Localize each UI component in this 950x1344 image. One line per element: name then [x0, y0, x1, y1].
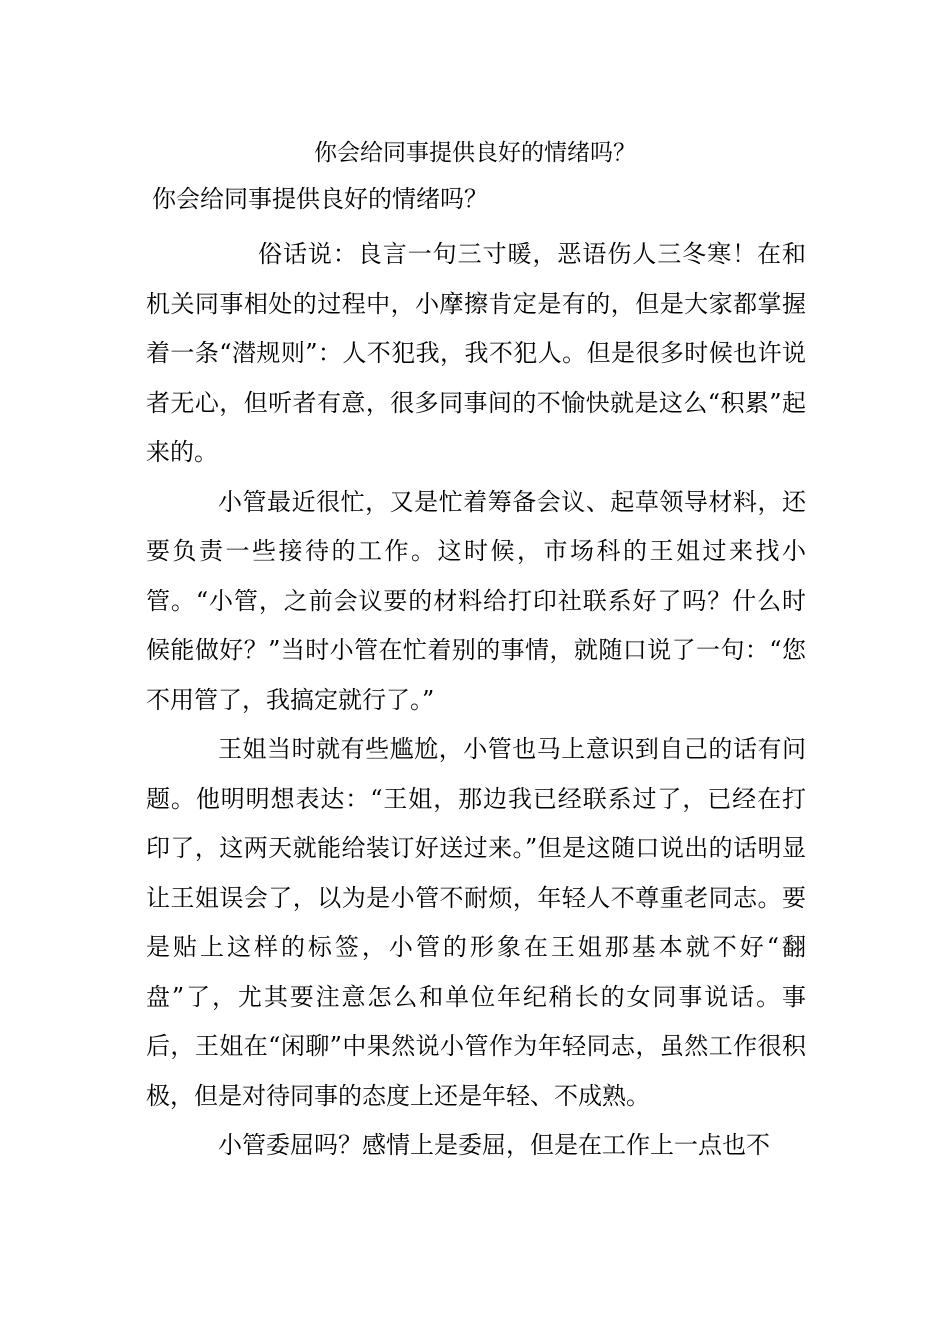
- paragraph: 小管委屈吗？感情上是委屈，但是在工作上一点也不: [218, 1131, 770, 1159]
- document-body: [146, 230, 806, 1171]
- document-subtitle: 你会给同事提供良好的情绪吗？: [152, 185, 488, 213]
- document-title: 你会给同事提供良好的情绪吗？: [314, 140, 636, 166]
- paragraph: 小管最近很忙，又是忙着筹备会议、起草领导材料，还要负责一些接待的工作。这时候，市场科的王姐过来找小管。“小管，之前会议要的材料给打印社联系好了吗？什么时候能做好？”当时小管在忙着别的事情，就随口说了一句：“您不用管了，我搞定就行了。”: [146, 487, 806, 714]
- paragraph: 俗话说：良言一句三寸暖，恶语伤人三冬寒！在和机关同事相处的过程中，小摩擦肯定是有的，但是大家都掌握着一条“潜规则”：人不犯我，我不犯人。但是很多时候也许说者无心，但听者有意，很多同事间的不愉快就是这么“积累”起来的。: [146, 240, 806, 466]
- paragraph: 王姐当时就有些尴尬，小管也马上意识到自己的话有问题。他明明想表达：“王姐，那边我已经联系过了，已经在打印了，这两天就能给装订好送过来。”但是这随口说出的话明显让王姐误会了，以为是小管不耐烦，年轻人不尊重老同志。要是贴上这样的标签，小管的形象在王姐那基本就不好“翻盘”了，尤其要注意怎么和单位年纪稍长的女同事说话。事后，王姐在“闲聊”中果然说小管作为年轻同志，虽然工作很积极，但是对待同事的态度上还是年轻、不成熟。: [146, 735, 806, 1110]
